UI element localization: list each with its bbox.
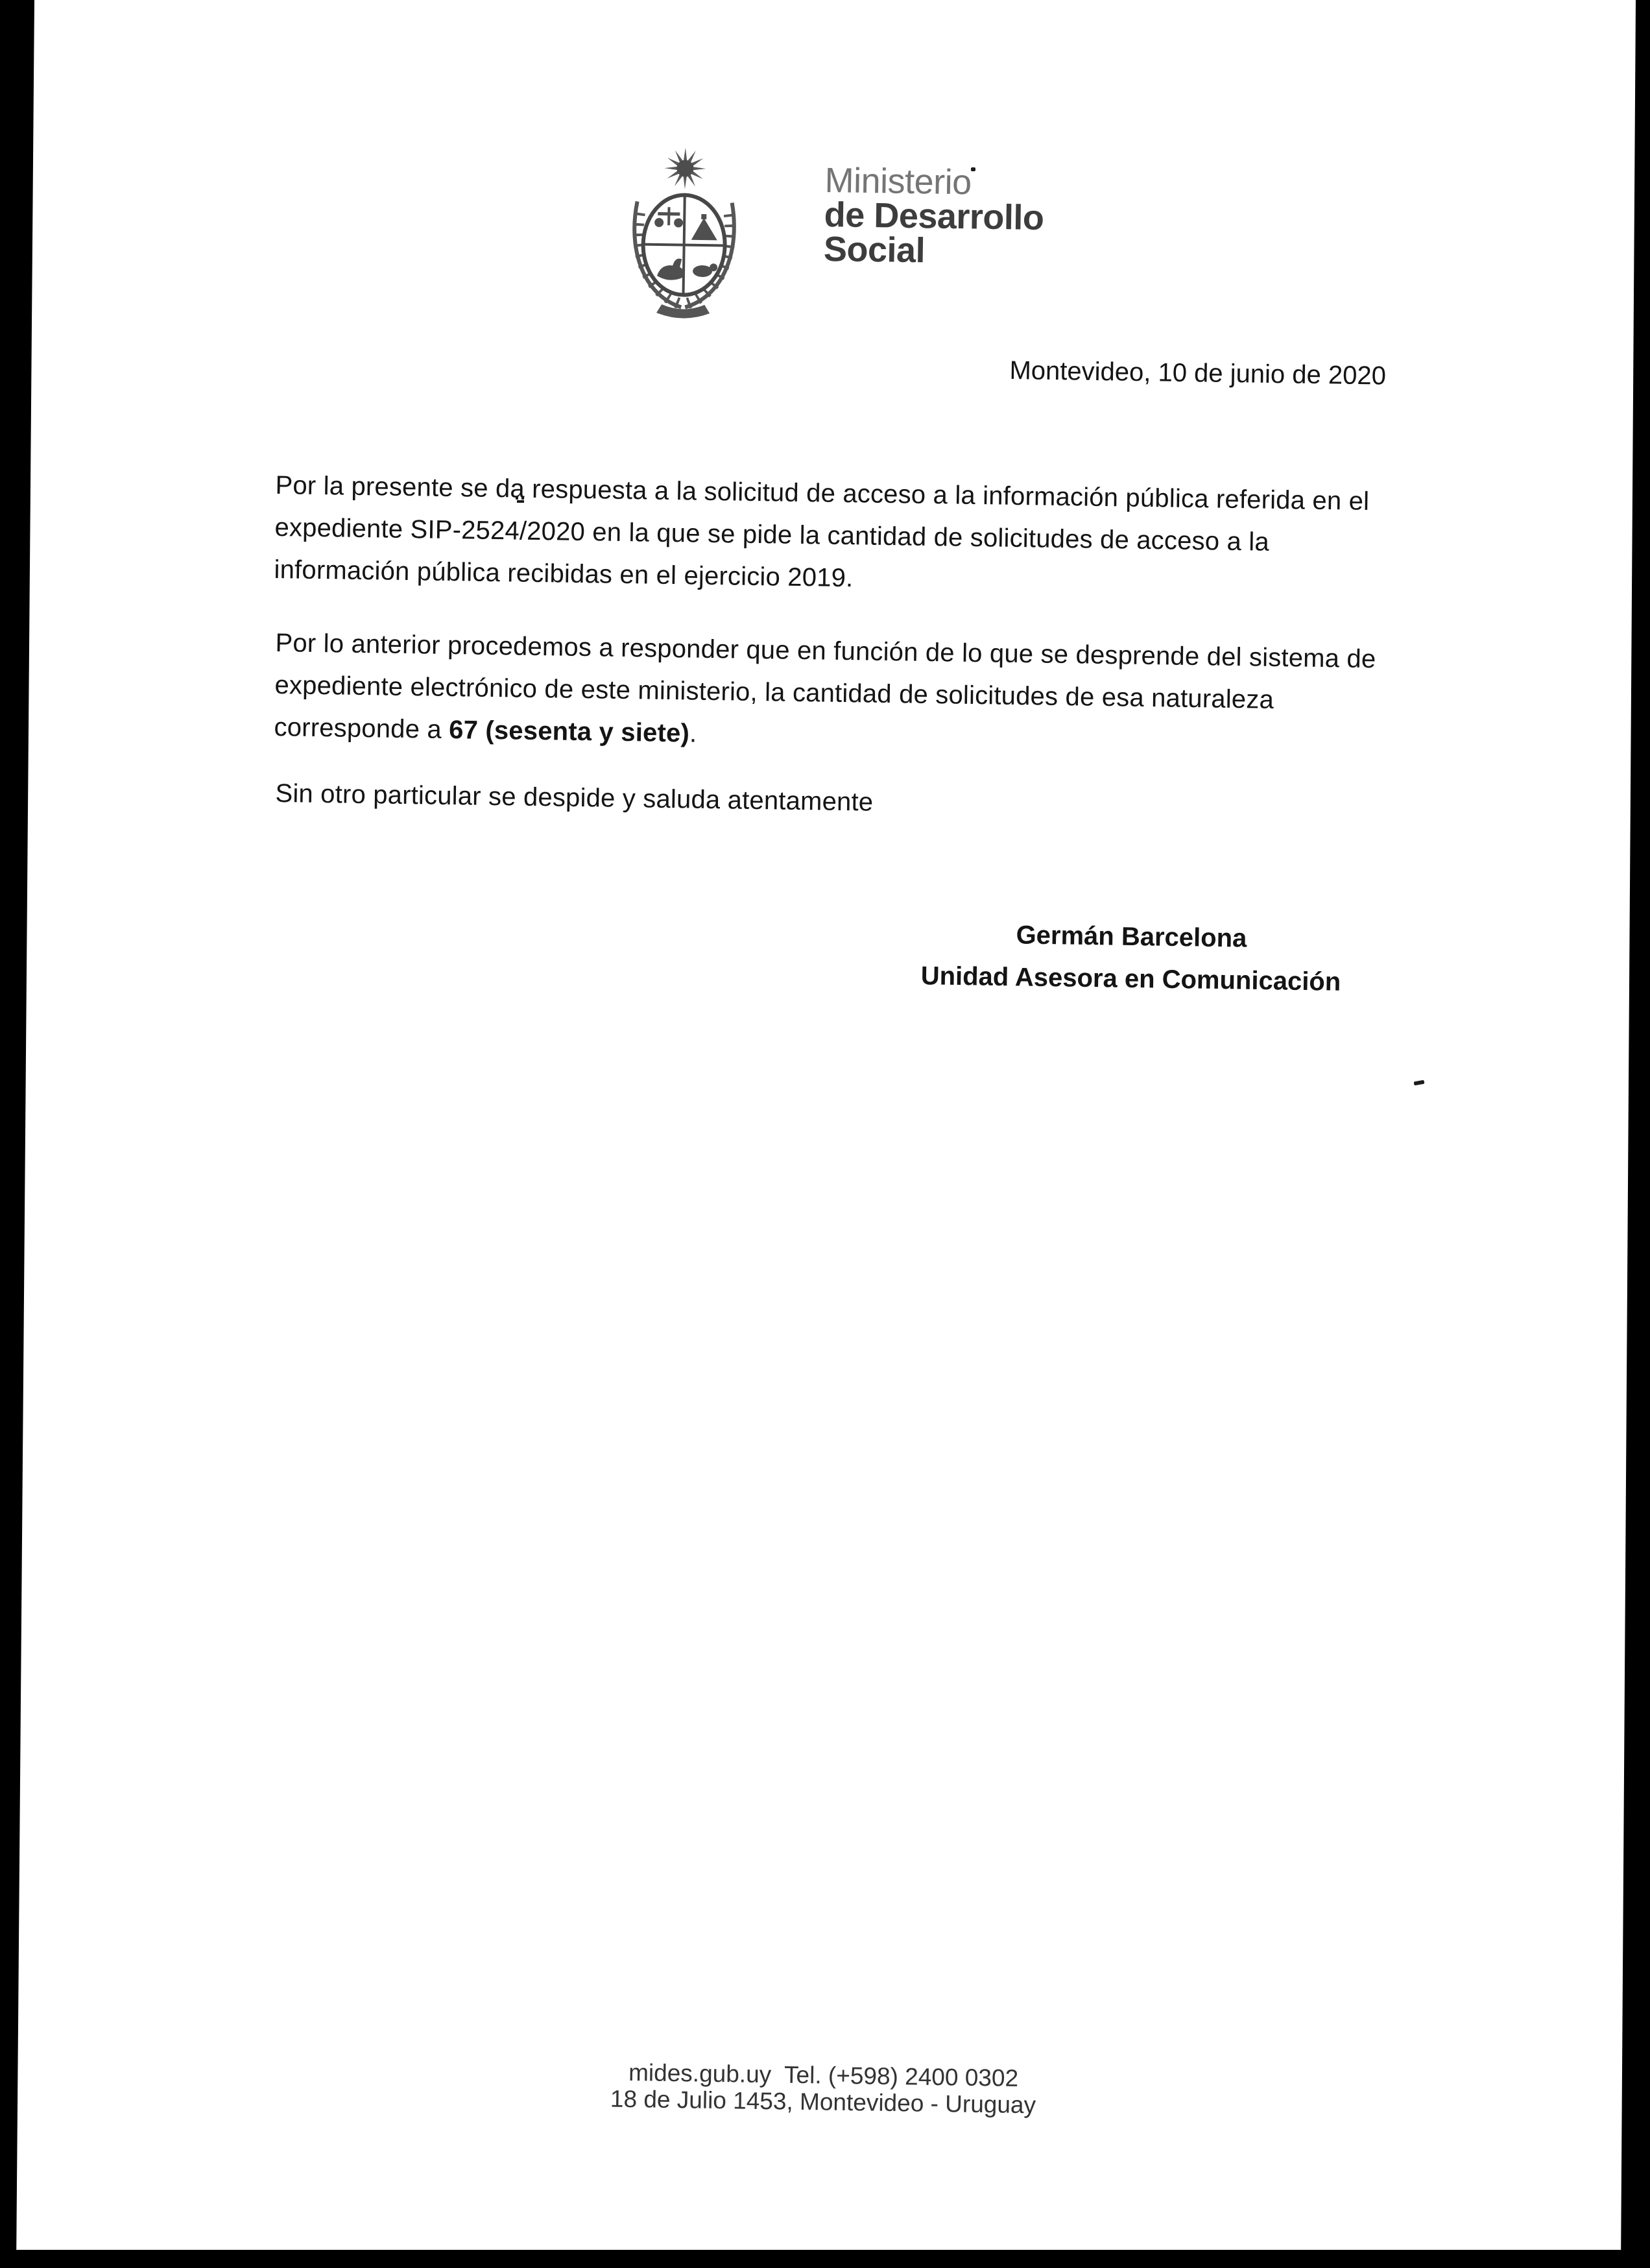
uruguay-coat-of-arms-icon xyxy=(614,141,756,320)
scan-border-left xyxy=(0,0,39,2268)
footer-address-line: 18 de Julio 1453, Montevideo - Uruguay xyxy=(610,2085,1036,2119)
paragraph-request: Por la presente se da respuesta a la solicitud de acceso a la información pública referida en el expediente SIP-2524/2020 en la que se pide la cantidad de solicitudes de acceso a la información pública recibidas en el ejercicio 2019. xyxy=(274,470,1370,593)
signature-block xyxy=(868,912,1394,1004)
scan-border-bottom xyxy=(0,2250,1650,2268)
date-line: Montevideo, 10 de junio de 2020 xyxy=(1009,356,1387,391)
ministry-name-line3: Social xyxy=(823,229,926,271)
scan-speck xyxy=(1414,1080,1425,1086)
paragraph-answer xyxy=(274,622,1443,766)
ministry-name-line2: de Desarrollo xyxy=(824,195,1044,238)
paragraph-answer-text: Por lo anterior procedemos a responder que en función de lo que se desprende del sistema de expediente electrónico de este ministerio, la cantidad de solicitudes de esa naturaleza corresponde a xyxy=(274,628,1376,744)
signer-name: Germán Barcelona xyxy=(1016,921,1247,953)
footer-contact-line: mides.gub.uy Tel. (+598) 2400 0302 xyxy=(628,2058,1019,2092)
scan-border-right xyxy=(1611,0,1650,2268)
signer-unit: Unidad Asesora en Comunicación xyxy=(920,961,1341,996)
ribbon xyxy=(656,304,710,319)
closing-line: Sin otro particular se despide y saluda atentamente xyxy=(275,778,874,817)
ministry-name-line1: Ministerio xyxy=(824,161,972,202)
sun-icon xyxy=(664,147,706,189)
shield xyxy=(643,195,726,296)
ministry-wordmark xyxy=(824,163,1045,270)
answer-count: 67 (sesenta y siete) xyxy=(448,715,690,748)
paragraph-answer-period: . xyxy=(689,719,697,748)
letter-footer xyxy=(499,2057,1148,2120)
